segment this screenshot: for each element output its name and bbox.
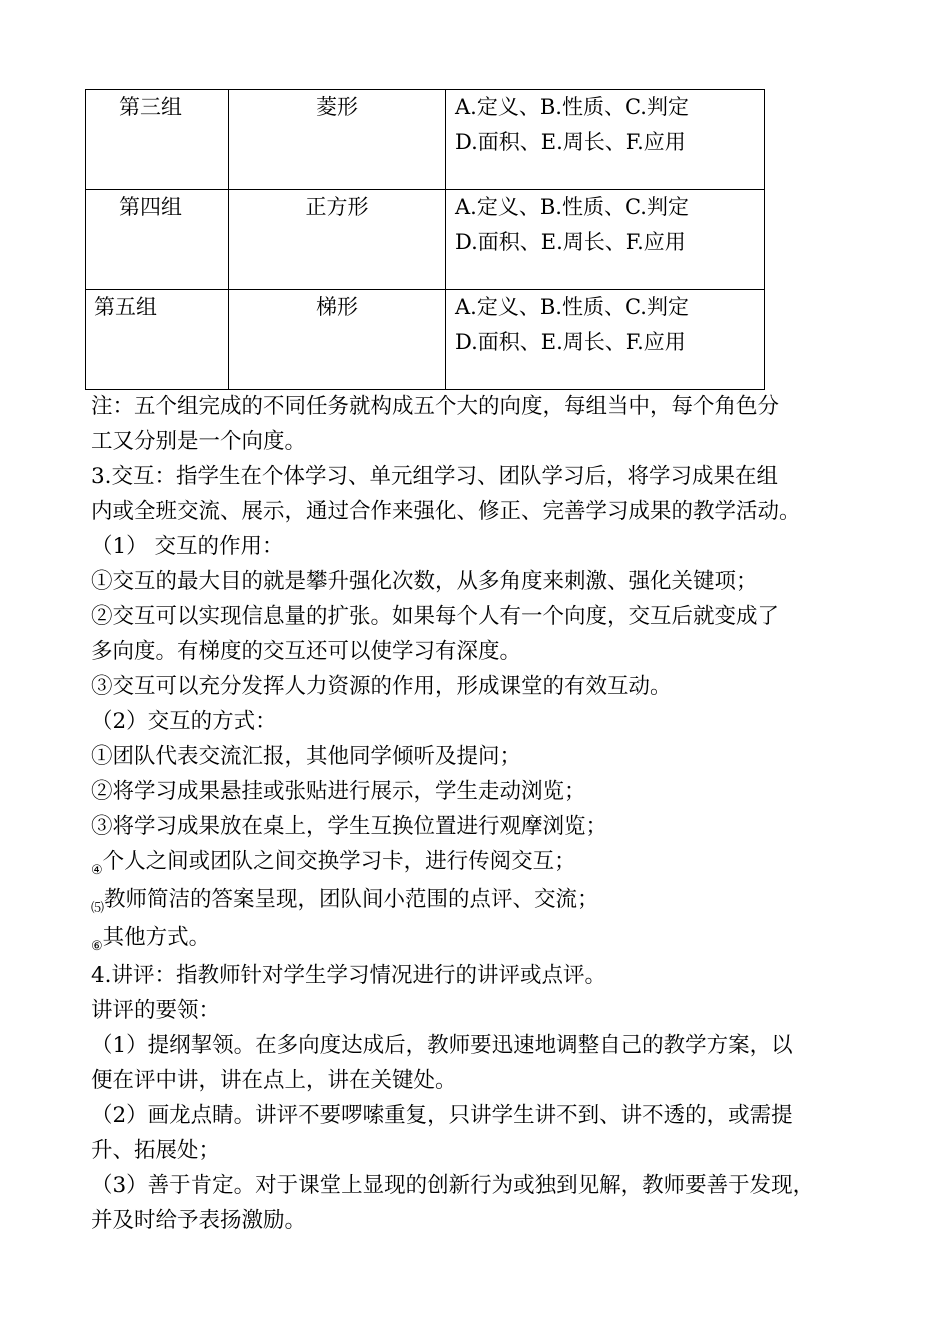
list-item: ③将学习成果放在桌上，学生互换位置进行观摩浏览； <box>91 814 608 839</box>
task-items-line: D.面积、E.周长、F.应用 <box>455 330 686 354</box>
list-item: 升、拓展处； <box>91 1138 221 1163</box>
note-paragraph-line: 工又分别是一个向度。 <box>91 429 307 454</box>
list-item: ②交互可以实现信息量的扩张。如果每个人有一个向度，交互后就变成了 <box>91 604 780 629</box>
review-definition-line: 4.讲评：指教师针对学生学习情况进行的讲评或点评。 <box>91 963 607 988</box>
interaction-definition-line: 3.交互：指学生在个体学习、单元组学习、团队学习后，将学习成果在组 <box>91 464 779 489</box>
task-items-line: D.面积、E.周长、F.应用 <box>455 130 686 154</box>
list-item <box>91 882 866 920</box>
table-row <box>86 90 765 190</box>
section-heading: （2）交互的方式： <box>91 709 277 734</box>
task-items-line: A.定义、B.性质、C.判定 <box>455 195 689 219</box>
list-item <box>91 920 866 958</box>
list-item: 便在评中讲，讲在点上，讲在关键处。 <box>91 1068 457 1093</box>
list-item: 并及时给予表扬激励。 <box>91 1208 307 1233</box>
shape-cell: 梯形 <box>229 290 446 390</box>
table-row <box>86 290 765 390</box>
table-row <box>86 190 765 290</box>
shape-cell: 正方形 <box>229 190 446 290</box>
group-name-cell: 第四组 <box>86 190 229 290</box>
list-item: ③交互可以充分发挥人力资源的作用，形成课堂的有效互动。 <box>91 674 672 699</box>
list-item: （1）提纲挈领。在多向度达成后，教师要迅速地调整自己的教学方案，以 <box>91 1033 793 1058</box>
list-marker: ④ <box>91 863 103 878</box>
list-item: 多向度。有梯度的交互还可以使学习有深度。 <box>91 639 522 664</box>
shape-cell: 菱形 <box>229 90 446 190</box>
group-task-table <box>85 89 765 390</box>
group-name-cell: 第三组 <box>86 90 229 190</box>
list-item: ①交互的最大目的就是攀升强化次数，从多角度来刺激、强化关键项； <box>91 569 758 594</box>
section-heading: （1） 交互的作用： <box>91 534 284 559</box>
list-item: ①团队代表交流汇报，其他同学倾听及提问； <box>91 744 522 769</box>
list-item-text: 教师简洁的答案呈现，团队间小范围的点评、交流； <box>104 887 599 912</box>
list-marker: ⑥ <box>91 939 103 954</box>
note-paragraph-line: 注：五个组完成的不同任务就构成五个大的向度，每组当中，每个角色分 <box>91 394 780 419</box>
list-item-text: 个人之间或团队之间交换学习卡，进行传阅交互； <box>102 849 576 874</box>
section-heading: 讲评的要领： <box>91 998 221 1023</box>
task-items-cell <box>446 190 765 290</box>
list-item-text: 其他方式。 <box>102 925 211 950</box>
task-items-cell <box>446 290 765 390</box>
task-items-line: D.面积、E.周长、F.应用 <box>455 230 686 254</box>
task-items-cell <box>446 90 765 190</box>
list-item <box>91 844 866 882</box>
interaction-definition-line: 内或全班交流、展示，通过合作来强化、修正、完善学习成果的教学活动。 <box>91 499 801 524</box>
group-name-cell: 第五组 <box>86 290 229 390</box>
list-marker: ⑸ <box>91 901 105 916</box>
task-items-line: A.定义、B.性质、C.判定 <box>455 295 689 319</box>
list-item: （3）善于肯定。对于课堂上显现的创新行为或独到见解，教师要善于发现， <box>91 1173 815 1198</box>
list-item: （2）画龙点睛。讲评不要啰嗦重复，只讲学生讲不到、讲不透的，或需提 <box>91 1103 793 1128</box>
task-items-line: A.定义、B.性质、C.判定 <box>455 95 689 119</box>
list-item: ②将学习成果悬挂或张贴进行展示，学生走动浏览； <box>91 779 586 804</box>
body-text <box>91 389 866 1238</box>
